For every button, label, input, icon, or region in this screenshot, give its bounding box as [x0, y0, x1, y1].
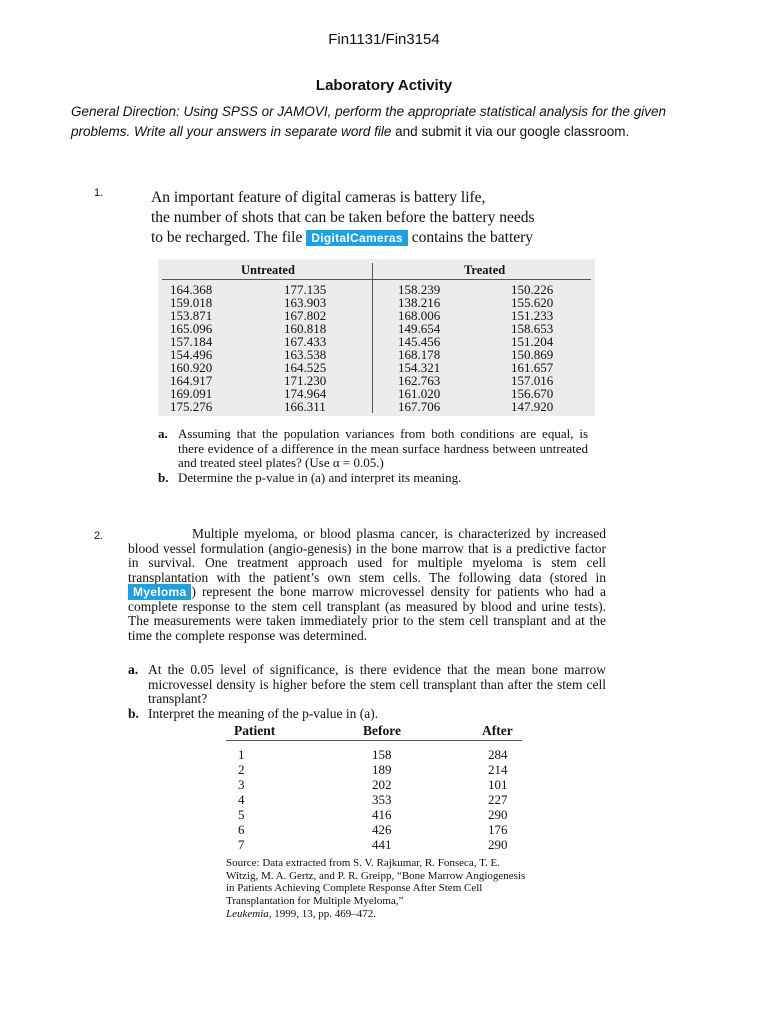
q2-part-a	[128, 663, 606, 707]
table-cell: 353	[372, 792, 392, 807]
direction-rest: and submit it via our google classroom.	[391, 124, 630, 139]
header-before: Before	[363, 723, 401, 738]
q2-text-before-tag: Multiple myeloma, or blood plasma cancer, is characterized by increased blood vessel formulation (angio-genesis) in the bone marrow that is a predictive factor in survival. One treatment approach used for multiple myeloma is stem cell transplantation with the patient’s own stem cells. The following data (stored in	[128, 526, 606, 585]
table-cell: 150.869	[511, 347, 554, 362]
q2-text-after-tag: ) represent the bone marrow microvessel density for patients who had a complete response to the stem cell transplant (as measured by blood and urine tests). The measurements were taken immediately prior to the stem cell transplant and at the time the complete response was determined.	[128, 584, 606, 643]
table-cell: 161.657	[511, 360, 554, 375]
table-cell: 155.620	[511, 295, 554, 310]
table-cell: 138.216	[398, 295, 441, 310]
table-cell: 189	[372, 762, 392, 777]
q2-part-b-label: b.	[128, 705, 139, 721]
treated-col-1	[398, 283, 440, 413]
table-cell: 441	[372, 837, 392, 852]
table-cell: 166.311	[284, 399, 326, 414]
table-cell: 159.018	[170, 295, 213, 310]
table-cell: 7	[238, 837, 245, 852]
table-cell: 150.226	[511, 282, 554, 297]
table-cell: 153.871	[170, 308, 213, 323]
table-cell: 176	[488, 822, 508, 837]
part-b	[158, 471, 588, 486]
untreated-col-1	[170, 283, 212, 413]
question-1-parts	[158, 427, 588, 485]
question-1-number: 1.	[94, 187, 104, 199]
treated-col-2	[511, 283, 553, 413]
table-cell: 160.818	[284, 321, 327, 336]
q2-part-b	[128, 707, 606, 722]
table-cell: 202	[372, 777, 392, 792]
intro-after-tag: contains the battery	[407, 229, 534, 246]
table-cell: 164.917	[170, 373, 213, 388]
table-cell: 162.763	[398, 373, 441, 388]
table-cell: 171.230	[284, 373, 327, 388]
table-cell: 290	[488, 807, 508, 822]
table-cell: 158	[372, 747, 392, 762]
table-cell: 169.091	[170, 386, 213, 401]
table-cell: 214	[488, 762, 508, 777]
source-citation	[226, 857, 526, 921]
table-cell: 158.239	[398, 282, 441, 297]
question-2-parts	[128, 663, 606, 721]
file-tag-digitalcameras: DigitalCameras	[306, 230, 408, 246]
table-cell: 416	[372, 807, 392, 822]
table-cell: 164.525	[284, 360, 327, 375]
header-untreated: Untreated	[241, 263, 295, 277]
table-cell: 3	[238, 777, 245, 792]
intro-line-1: An important feature of digital cameras is battery life,	[151, 189, 486, 206]
part-b-text: Determine the p-value in (a) and interpret its meaning.	[178, 469, 462, 485]
table-cell: 174.964	[284, 386, 327, 401]
column-divider	[372, 263, 373, 413]
source-tail: 1999, 13, pp. 469–472.	[271, 907, 377, 920]
table-cell: 168.006	[398, 308, 441, 323]
after-column	[488, 747, 508, 852]
file-tag-myeloma: Myeloma	[128, 584, 191, 600]
part-a-text: Assuming that the population variances from both conditions are equal, is there evidence of a difference in the mean surface hardness between untreated and treated steel plates? (Use α = 0.05.)	[178, 426, 588, 470]
table-cell: 1	[238, 747, 245, 762]
q2-part-b-text: Interpret the meaning of the p-value in (a).	[148, 705, 379, 721]
intro-line-2: the number of shots that can be taken before the battery needs	[151, 209, 535, 226]
table-cell: 177.135	[284, 282, 327, 297]
header-rule	[226, 740, 522, 741]
table-cell: 149.654	[398, 321, 441, 336]
table-cell: 167.802	[284, 308, 327, 323]
header-after: After	[482, 723, 513, 738]
table-cell: 165.096	[170, 321, 213, 336]
direction-italic: General Direction: Using SPSS or JAMOVI, perform the appropriate statistical analysis for the given problems. Write all your answers in separate word file	[71, 104, 667, 139]
table-myeloma-data	[226, 720, 522, 855]
intro-line-3	[151, 228, 596, 248]
table-cell: 158.653	[511, 321, 554, 336]
table-cell: 167.433	[284, 334, 327, 349]
table-cell: 154.321	[398, 360, 441, 375]
patient-column	[238, 747, 245, 852]
table-battery-data	[158, 259, 595, 416]
page-title: Laboratory Activity	[315, 77, 453, 94]
table-cell: 167.706	[398, 399, 441, 414]
table-cell: 151.204	[511, 334, 554, 349]
table-cell: 163.538	[284, 347, 327, 362]
table-cell: 290	[488, 837, 508, 852]
table-cell: 157.184	[170, 334, 213, 349]
table-cell: 426	[372, 822, 392, 837]
part-a-label: a.	[158, 426, 168, 441]
table-cell: 163.903	[284, 295, 327, 310]
header-patient: Patient	[234, 723, 276, 738]
source-text: Source: Data extracted from S. V. Rajkumar, R. Fonseca, T. E. Witzig, M. A. Gertz, and P. R. Greipp, “Bone Marrow Angiogenesis in Patients Achieving Complete Response After Stem Cell Transplantation for Multiple Myeloma,”	[226, 857, 526, 908]
table-cell: 156.670	[511, 386, 554, 401]
q2-part-a-label: a.	[128, 662, 139, 677]
table-cell: 101	[488, 777, 508, 792]
source-journal: Leukemia,	[226, 907, 272, 920]
general-direction	[71, 102, 701, 142]
table-cell: 151.233	[511, 308, 554, 323]
table-cell: 284	[488, 747, 508, 762]
table-cell: 147.920	[511, 399, 554, 414]
course-code: Fin1131/Fin3154	[328, 31, 440, 48]
table-cell: 2	[238, 762, 245, 777]
table-cell: 160.920	[170, 360, 213, 375]
table-cell: 154.496	[170, 347, 213, 362]
question-2-text	[128, 527, 606, 643]
q2-part-a-text: At the 0.05 level of significance, is there evidence that the mean bone marrow microvessel density is higher before the stem cell transplant than after the stem cell transplant?	[148, 662, 606, 706]
part-b-label: b.	[158, 469, 169, 485]
table-cell: 227	[488, 792, 508, 807]
before-column	[372, 747, 392, 852]
intro-before-tag: to be recharged. The file	[151, 229, 307, 246]
question-1-intro	[151, 188, 596, 248]
table-cell: 145.456	[398, 334, 441, 349]
table-cell: 161.020	[398, 386, 441, 401]
table-cell: 4	[238, 792, 245, 807]
table-cell: 6	[238, 822, 245, 837]
table-cell: 164.368	[170, 282, 213, 297]
question-2-number: 2.	[94, 530, 104, 542]
table-cell: 168.178	[398, 347, 441, 362]
table-cell: 5	[238, 807, 245, 822]
part-a	[158, 427, 588, 471]
table-cell: 175.276	[170, 399, 213, 414]
untreated-col-2	[284, 283, 326, 413]
header-rule	[162, 279, 591, 280]
table-cell: 157.016	[511, 373, 554, 388]
header-treated: Treated	[464, 263, 506, 277]
